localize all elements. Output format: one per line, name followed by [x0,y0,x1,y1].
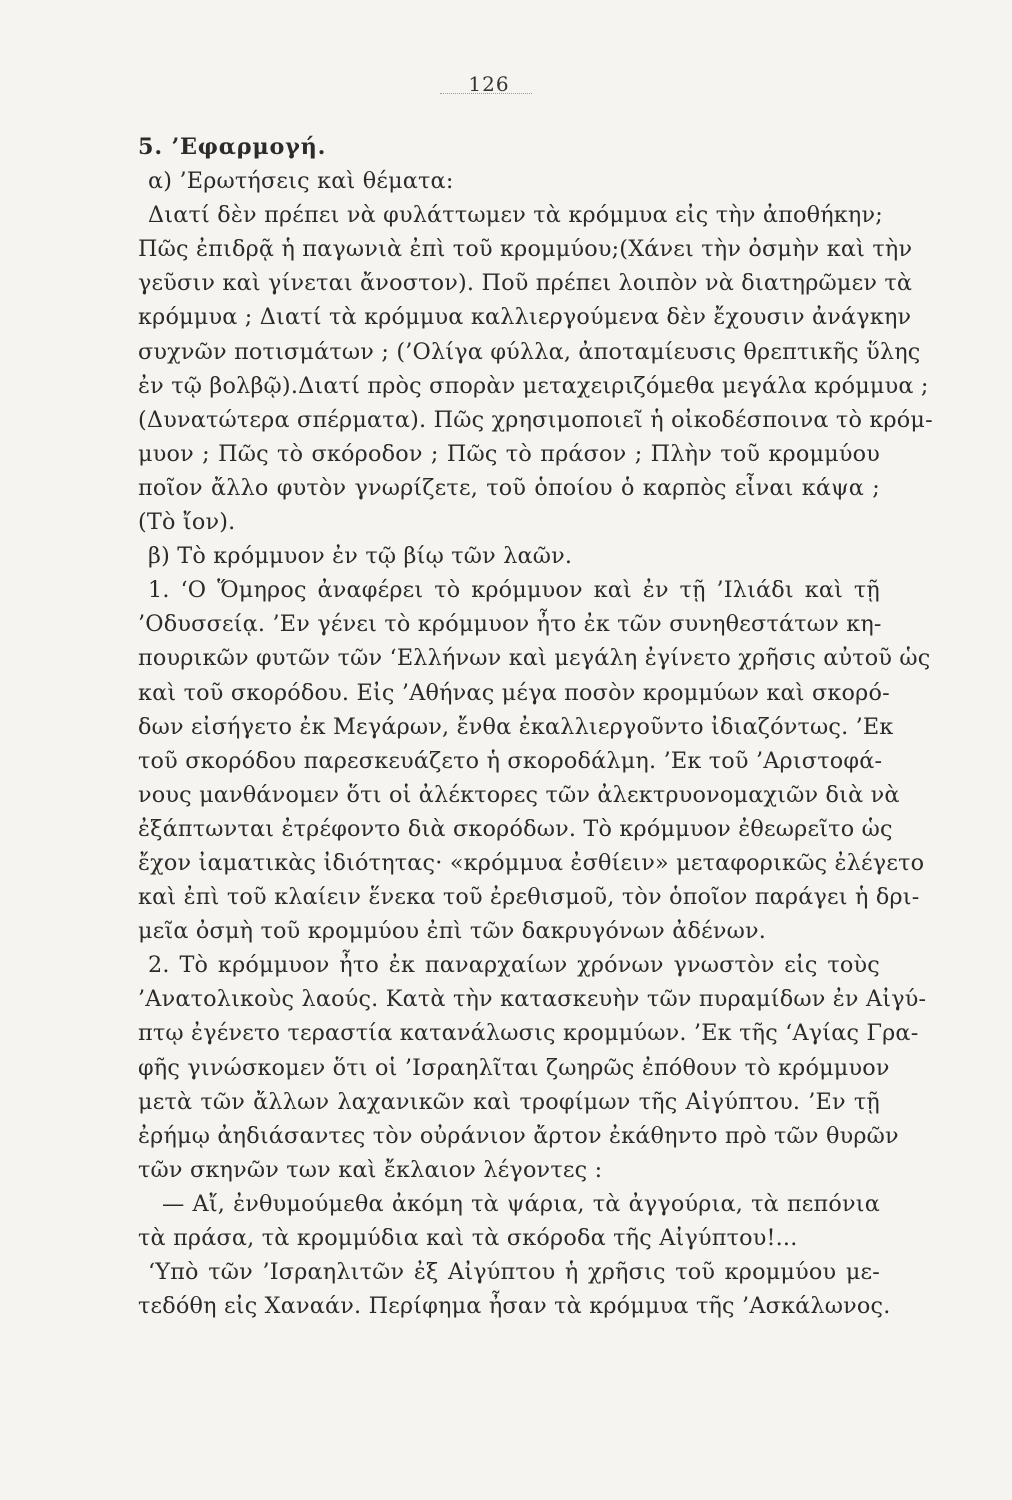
text-line: (Δυνατώτερα σπέρματα). Πῶς χρησιμοποιεῖ ἡ οἰκοδέσποινα τὸ κρόμ- [138,406,933,433]
text-line: Διατί δὲν πρέπει νὰ φυλάττωμεν τὰ κρόμμυα εἰς τὴν ἀποθήκην; [148,202,883,229]
text-line: κρόμμυα ; Διατί τὰ κρόμμυα καλλιεργούμενα δὲν ἔχουσιν ἀνάγκην [138,304,912,331]
text-line: τοῦ σκορόδου παρεσκευάζετο ἡ σκοροδάλμη. ’Εκ τοῦ ’Αριστοφά- [138,747,883,774]
text-line: συχνῶν ποτισμάτων ; (’Ολίγα φύλλα, ἀποταμίευσις θρεπτικῆς ὕλης [138,338,921,365]
text-line: (Τὸ ἴον). [138,509,236,536]
text-line: — Αἴ, ἐνθυμούμεθα ἀκόμη τὰ ψάρια, τὰ ἀγγούρια, τὰ πεπόνια [162,1190,880,1217]
page-body-text [138,130,933,1323]
text-line: τεδόθη εἰς Χαναάν. Περίφημα ἦσαν τὰ κρόμμυα τῆς ’Ασκάλωνος. [138,1293,891,1320]
text-line: πουρικῶν φυτῶν τῶν ‘Ελλήνων καὶ μεγάλη ἐγίνετο χρῆσις αὐτοῦ ὡς [138,645,931,672]
page-number-divider [440,93,532,94]
text-line: ἔχον ἰαματικὰς ἰδιότητας· «κρόμμυα ἐσθίειν» μεταφορικῶς ἐλέγετο [138,849,925,876]
text-line: μυον ; Πῶς τὸ σκόροδον ; Πῶς τὸ πράσον ; Πλὴν τοῦ κρομμύου [138,440,880,467]
text-line: ’Ανατολικοὺς λαούς. Κατὰ τὴν κατασκευὴν τῶν πυραμίδων ἐν Αἰγύ- [138,986,927,1013]
text-line: τῶν σκηνῶν των καὶ ἔκλαιον λέγοντες : [138,1156,603,1183]
section-heading: 5. ’Εφαρμογή. [138,134,327,160]
text-line: ἐξάπτωνται ἐτρέφοντο διὰ σκορόδων. Τὸ κρόμμυον ἐθεωρεῖτο ὡς [138,815,893,842]
text-line: Πῶς ἐπιδρᾷ ἡ παγωνιὰ ἐπὶ τοῦ κρομμύου;(Χάνει τὴν ὀσμὴν καὶ τὴν [138,236,913,263]
text-line: πτῳ ἐγένετο τεραστία κατανάλωσις κρομμύων. ’Εκ τῆς ‘Αγίας Γρα- [138,1020,919,1047]
text-line: νους μανθάνομεν ὅτι οἱ ἀλέκτορες τῶν ἀλεκτρυονομαχιῶν διὰ νὰ [138,781,900,808]
text-line: φῆς γινώσκομεν ὅτι οἱ ’Ισραηλῖται ζωηρῶς ἐπόθουν τὸ κρόμμυον [138,1054,890,1081]
text-line: 2. Τὸ κρόμμυον ἦτο ἐκ παναρχαίων χρόνων γνωστὸν εἰς τοὺς [148,952,880,979]
text-line: μετὰ τῶν ἄλλων λαχανικῶν καὶ τροφίμων τῆς Αἰγύπτου. ’Εν τῇ [138,1088,880,1115]
text-line: καὶ ἐπὶ τοῦ κλαίειν ἕνεκα τοῦ ἐρεθισμοῦ, τὸν ὁποῖον παράγει ἡ δρι- [138,884,920,911]
text-line: ‘Υπὸ τῶν ’Ισραηλιτῶν ἐξ Αἰγύπτου ἡ χρῆσις τοῦ κρομμύου με- [148,1259,880,1286]
text-line: ’Οδυσσείᾳ. ’Εν γένει τὸ κρόμμυον ἦτο ἐκ τῶν συνηθεστάτων κη- [138,611,882,638]
text-line: ποῖον ἄλλο φυτὸν γνωρίζετε, τοῦ ὁποίου ὁ καρπὸς εἶναι κάψα ; [138,474,880,501]
text-line: ἐρήμῳ ἀηδιάσαντες τὸν οὐράνιον ἄρτον ἐκάθηντο πρὸ τῶν θυρῶν [138,1122,899,1149]
text-line: γεῦσιν καὶ γίνεται ἄνοστον). Ποῦ πρέπει λοιπὸν νὰ διατηρῶμεν τὰ [138,270,913,297]
text-line: μεῖα ὀσμὴ τοῦ κρομμύου ἐπὶ τῶν δακρυγόνων ἀδένων. [138,918,767,945]
text-line: καὶ τοῦ σκορόδου. Εἰς ’Αθήνας μέγα ποσὸν κρομμύων καὶ σκορό- [138,679,890,706]
text-line: δων εἰσήγετο ἐκ Μεγάρων, ἔνθα ἐκαλλιεργοῦντο ἰδιαζόντως. ’Εκ [138,713,894,740]
text-line: 1. ‘Ο Ὅμηρος ἀναφέρει τὸ κρόμμυον καὶ ἐν τῇ ’Ιλιάδι καὶ τῇ [148,577,880,604]
subsection-heading: α) ’Ερωτήσεις καὶ θέματα: [148,168,454,195]
page-number: 126 [468,72,510,96]
text-line: ἐν τῷ βολβῷ).Διατί πρὸς σπορὰν μεταχειριζόμεθα μεγάλα κρόμμυα ; [138,372,929,399]
text-line: τὰ πράσα, τὰ κρομμύδια καὶ τὰ σκόροδα τῆς Αἰγύπτου!... [138,1225,798,1251]
subsection-heading: β) Τὸ κρόμμυον ἐν τῷ βίῳ τῶν λαῶν. [148,543,573,570]
